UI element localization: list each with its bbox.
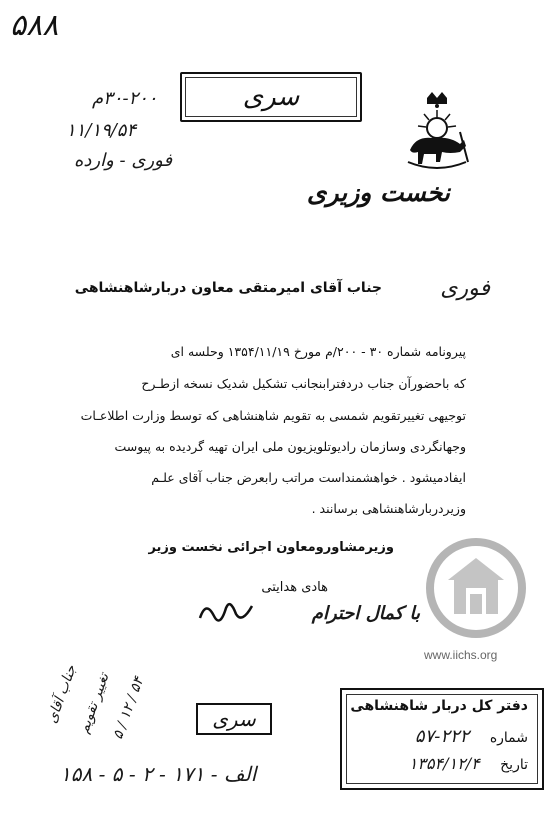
court-stamp-date-row (409, 754, 528, 773)
margin-note: تغییر تقویم (76, 671, 113, 736)
body-line: ایفادمیشود . خواهشمنداست مراتب رابعرض جناب آقای علـم (151, 470, 466, 485)
addressee-handwritten-note: فوری (440, 276, 490, 301)
watermark-url: www.iichs.org (424, 648, 498, 662)
body-line: که باحضورآن جناب دردفترابنجانب تشکیل شدیک نسخه ازطـرح (141, 376, 466, 391)
court-stamp-title: دفتر کل دربار شاهنشاهی (350, 698, 528, 714)
classification-stamp (180, 72, 362, 122)
margin-note: جناب آقای (44, 663, 80, 726)
court-stamp-number-label: شماره (489, 730, 528, 746)
court-stamp-date-value: ۱۳۵۴/۱۲/۴ (408, 754, 480, 773)
body-line: توجیهی تغییرتقویم شمسی به تقویم شاهنشاهی که توسط وزارت اطلاعـات (80, 408, 466, 423)
court-receipt-stamp (340, 688, 544, 790)
archive-number: الف - ۱۷۱ - ۲ - ۵ - ۱۵۸ (60, 762, 257, 786)
body-line: وجهانگردی وسازمان رادیوتلویزیون ملی ایران تهیه گردیده به پیوست (114, 439, 466, 454)
classification-stamp-text: سری (242, 82, 300, 112)
addressee-line: جناب آقای امیرمتقی معاون دربارشاهنشاهی (74, 280, 382, 296)
royal-emblem-icon (402, 92, 472, 172)
signature-handwritten: با کمال احترام (311, 603, 420, 624)
signature-scribble-icon (196, 598, 256, 628)
margin-note: ۵ / ۱۲ / ۵۴ (110, 675, 148, 742)
iichs-watermark-logo-icon (426, 538, 526, 638)
reference-note: فوری - وارده (74, 150, 173, 171)
small-stamp (196, 703, 272, 735)
court-stamp-date-label: تاریخ (500, 757, 528, 773)
page-number: ۵۸۸ (10, 8, 59, 43)
reference-number: ۳۰-۲۰۰م (92, 88, 158, 109)
court-stamp-number-row (415, 726, 528, 747)
reference-date: ۱۱/۱۹/۵۴ (66, 120, 137, 141)
body-line: پیرونامه شماره ۳۰ - ۲۰۰/م مورخ ۱۳۵۴/۱۱/۱۹ وحلسه ای (170, 344, 466, 359)
court-stamp-number-value: ۲۲۲-۵۷ (414, 726, 470, 747)
signer-title: وزیرمشاورومعاون اجرائی نخست وزیر (148, 540, 394, 555)
small-stamp-text: سری (212, 707, 256, 731)
office-title: نخست وزیری (306, 178, 450, 207)
body-line: وزیردربارشاهنشاهی برسانند . (311, 501, 466, 516)
signer-name: هادی هدایتی (261, 580, 328, 595)
